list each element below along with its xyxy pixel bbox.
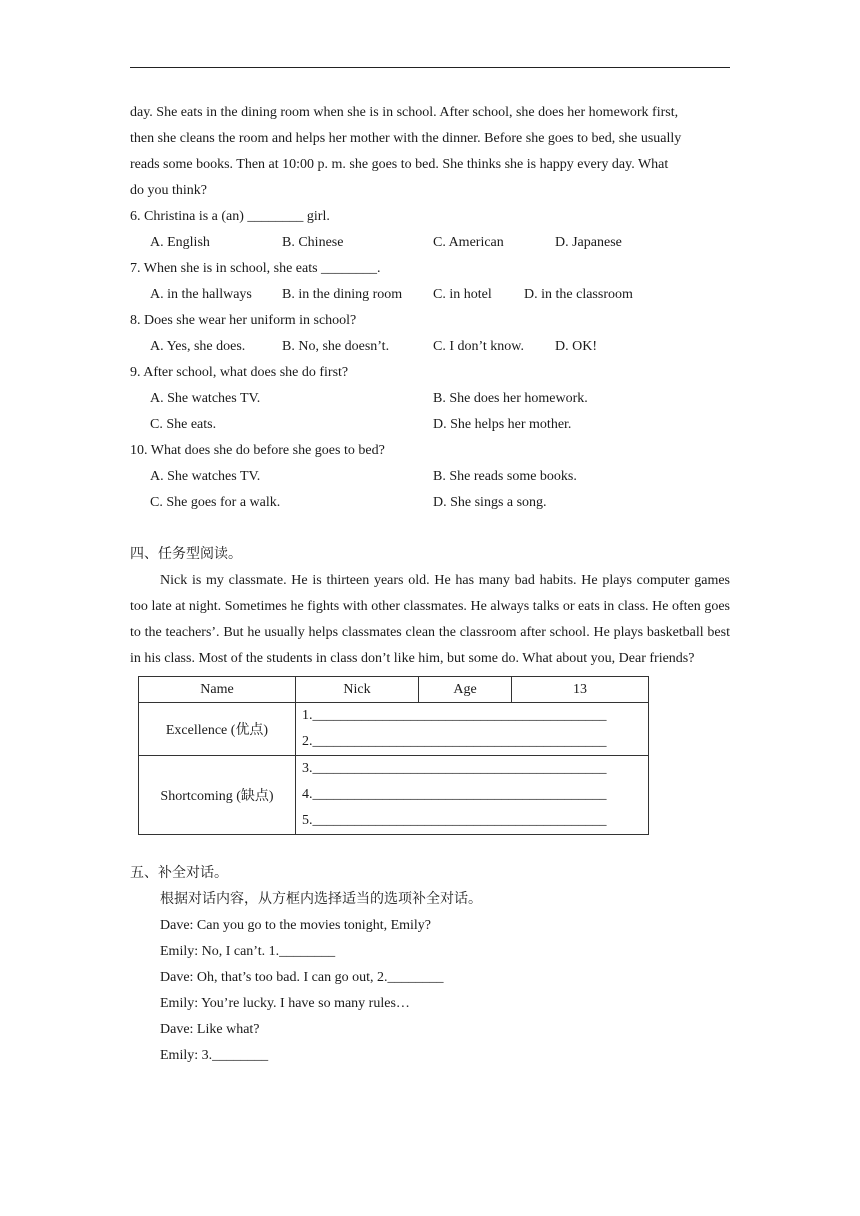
question-6 bbox=[130, 204, 730, 256]
section-heading: 四、任务型阅读。 bbox=[130, 547, 242, 562]
name-value-cell: Nick bbox=[296, 677, 419, 703]
question-7 bbox=[130, 256, 730, 308]
option-d: D. OK! bbox=[555, 339, 597, 354]
passage-line: then she cleans the room and helps her mother with the dinner. Before she goes to bed, she usually bbox=[130, 131, 682, 146]
section-4 bbox=[130, 542, 730, 835]
shortcoming-label-cell: Shortcoming (缺点) bbox=[139, 756, 296, 835]
question-10 bbox=[130, 438, 730, 516]
excellence-label-cell: Excellence (优点) bbox=[139, 703, 296, 756]
option-a: A. English bbox=[150, 235, 210, 250]
options-row bbox=[130, 230, 730, 256]
page-content bbox=[130, 100, 730, 1069]
option-a: A. She watches TV. bbox=[150, 391, 261, 406]
passage-line: reads some books. Then at 10:00 p. m. she goes to bed. She thinks she is happy every day. What bbox=[130, 157, 669, 172]
option-b: B. Chinese bbox=[282, 235, 344, 250]
passage-line: do you think? bbox=[130, 183, 207, 198]
options-row bbox=[130, 464, 730, 490]
options-row bbox=[130, 334, 730, 360]
age-value-cell: 13 bbox=[512, 677, 649, 703]
option-b: B. in the dining room bbox=[282, 287, 403, 302]
reading-passage-end bbox=[130, 100, 730, 204]
section-heading: 五、补全对话。 bbox=[130, 866, 228, 881]
question-stem: 8. Does she wear her uniform in school? bbox=[130, 313, 357, 328]
section-instruction: 根据对话内容，从方框内选择适当的选项补全对话。 bbox=[160, 892, 482, 907]
dialogue-line: Dave: Like what? bbox=[160, 1022, 260, 1037]
header-rule bbox=[130, 67, 730, 68]
option-b: B. No, she doesn’t. bbox=[282, 339, 390, 354]
option-d: D. in the classroom bbox=[524, 287, 633, 302]
option-a: A. Yes, she does. bbox=[150, 339, 246, 354]
question-stem: 10. What does she do before she goes to bed? bbox=[130, 443, 385, 458]
dialogue-line: Dave: Can you go to the movies tonight, Emily? bbox=[160, 918, 432, 933]
question-stem: 7. When she is in school, she eats ________. bbox=[130, 261, 381, 276]
option-c: C. She eats. bbox=[150, 417, 217, 432]
answer-blank-1[interactable]: 1.__________________________________________ bbox=[302, 708, 607, 723]
spacer bbox=[130, 835, 730, 861]
option-c: C. American bbox=[433, 235, 504, 250]
option-a: A. She watches TV. bbox=[150, 469, 261, 484]
question-9 bbox=[130, 360, 730, 438]
dialogue-line: Emily: 3.________ bbox=[160, 1048, 269, 1063]
options-row bbox=[130, 412, 730, 438]
answer-blank-4[interactable]: 4.__________________________________________ bbox=[302, 787, 607, 802]
answer-blank-2[interactable]: 2.__________________________________________ bbox=[302, 734, 607, 749]
option-a: A. in the hallways bbox=[150, 287, 252, 302]
spacer bbox=[130, 516, 730, 542]
section-passage: Nick is my classmate. He is thirteen years old. He has many bad habits. He plays computer games too late at night. Sometimes he fights with other classmates. He always talks or eats in class. He often goes to the teachers’. But he usually helps classmates clean the classroom after school. He plays basketball best in his class. Most of the students in class don’t like him, but some do. What about you, Dear friends? bbox=[130, 573, 730, 666]
question-8 bbox=[130, 308, 730, 360]
options-row bbox=[130, 386, 730, 412]
options-row bbox=[130, 490, 730, 516]
options-row bbox=[130, 282, 730, 308]
passage-line: day. She eats in the dining room when she is in school. After school, she does her homework first, bbox=[130, 105, 679, 120]
section-5 bbox=[130, 861, 730, 1069]
option-b: B. She reads some books. bbox=[433, 469, 577, 484]
option-b: B. She does her homework. bbox=[433, 391, 588, 406]
dialogue-line: Emily: You’re lucky. I have so many rules… bbox=[160, 996, 410, 1011]
question-stem: 9. After school, what does she do first? bbox=[130, 365, 349, 380]
excellence-blanks-cell bbox=[296, 703, 649, 756]
option-d: D. She helps her mother. bbox=[433, 417, 572, 432]
option-c: C. I don’t know. bbox=[433, 339, 524, 354]
option-c: C. in hotel bbox=[433, 287, 492, 302]
option-c: C. She goes for a walk. bbox=[150, 495, 281, 510]
dialogue-line: Dave: Oh, that’s too bad. I can go out, 2.________ bbox=[160, 970, 444, 985]
option-d: D. She sings a song. bbox=[433, 495, 547, 510]
name-label-cell: Name bbox=[139, 677, 296, 703]
age-label-cell: Age bbox=[419, 677, 512, 703]
task-table bbox=[138, 676, 649, 835]
answer-blank-3[interactable]: 3.__________________________________________ bbox=[302, 761, 607, 776]
question-stem: 6. Christina is a (an) ________ girl. bbox=[130, 209, 330, 224]
answer-blank-5[interactable]: 5.__________________________________________ bbox=[302, 813, 607, 828]
shortcoming-blanks-cell bbox=[296, 756, 649, 835]
dialogue-line: Emily: No, I can’t. 1.________ bbox=[160, 944, 336, 959]
option-d: D. Japanese bbox=[555, 235, 622, 250]
